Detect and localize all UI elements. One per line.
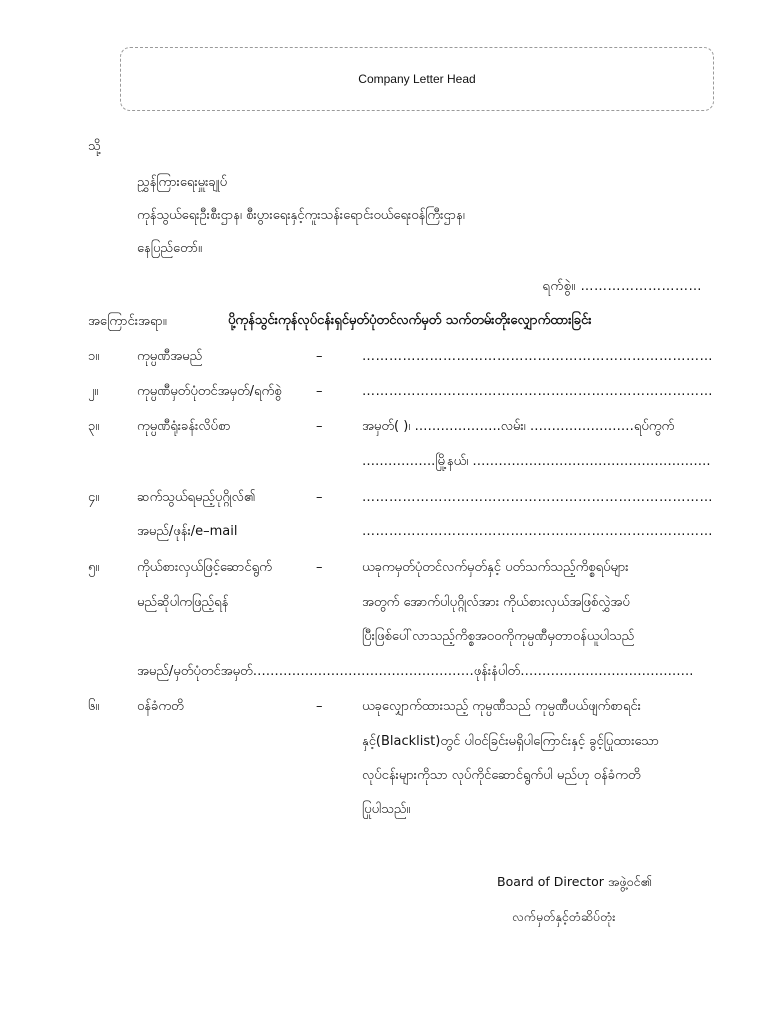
item-3-value-line2: ……………..မြို့နယ်၊ ………………………………………………. — [362, 454, 711, 469]
recipient-line3: နေပြည်တော်။ — [137, 241, 202, 256]
signature-line2: လက်မှတ်နှင့်တံဆိပ်တုံး — [512, 909, 616, 924]
item-5-label-line2: မည်ဆိုပါကဖြည့်ရန် — [137, 595, 229, 610]
subject-text: ပို့ကုန်သွင်းကုန်လုပ်ငန်းရှင်မှတ်ပုံတင်လက်မှတ် သက်တမ်းတိုးလျှောက်ထားခြင်း — [228, 313, 592, 328]
item-3-label: ကုမ္ပဏီရုံးခန်းလိပ်စာ — [137, 419, 231, 434]
item-1-label: ကုမ္ပဏီအမည် — [137, 349, 203, 364]
signature-line1: Board of Director အဖွဲ့ဝင်၏ — [497, 874, 652, 889]
item-5-value-line3: ပြီးဖြစ်ပေါ်လာသည့်ကိစ္စအဝဝကိုကုမ္ပဏီမှတာဝန်ယူပါသည် — [362, 629, 635, 644]
letterhead-text: Company Letter Head — [358, 72, 476, 86]
item-5-label: ကိုယ်စားလှယ်ဖြင့်ဆောင်ရွက် — [137, 560, 272, 575]
item-6-value-line2: နှင့်(Blacklist)တွင် ပါဝင်ခြင်းမရှိပါကြောင်းနှင့် ခွင့်ပြုထားသော — [362, 734, 660, 749]
item-5-value-line2: အတွက် အောက်ပါပုဂ္ဂိုလ်အား ကိုယ်စားလှယ်အဖြစ်လွှဲအပ် — [362, 595, 630, 610]
item-1-dash: – — [316, 349, 323, 364]
item-6-dash: – — [316, 699, 323, 714]
item-6-label: ဝန်ခံကတိ — [137, 699, 184, 714]
item-4-dash: – — [316, 490, 323, 505]
item-4-label: ဆက်သွယ်ရမည့်ပုဂ္ဂိုလ်၏ — [137, 490, 256, 505]
item-2-number: ၂။ — [88, 384, 99, 399]
item-5-number: ၅။ — [88, 560, 100, 575]
item-6-value-line4: ပြုပါသည်။ — [362, 802, 411, 817]
salutation-to: သို့ — [88, 139, 101, 154]
recipient-line2: ကုန်သွယ်ရေးဦးစီးဌာန၊ စီးပွားရေးနှင့်ကူးသန်းရောင်းဝယ်ရေးဝန်ကြီးဌာန၊ — [137, 208, 465, 223]
item-1-value: …………………………………………………………………… — [362, 349, 713, 364]
item-4-value-line2: …………………………………………………………………… — [362, 524, 713, 539]
recipient-line1: ညွှန်ကြားရေးမှူးချုပ် — [137, 175, 228, 190]
letterhead-box — [120, 47, 714, 111]
item-4-number: ၄။ — [88, 490, 100, 505]
date-line: ရက်စွဲ။ ……………………… — [542, 279, 702, 294]
item-5-value-line1: ယခုကမှတ်ပုံတင်လက်မှတ်နှင့် ပတ်သက်သည့်ကိစ္စရပ်များ — [362, 560, 629, 575]
item-6-value-line1: ယခုလျှောက်ထားသည့် ကုမ္ပဏီသည် ကုမ္ပဏီပယ်ဖျက်စာရင်း — [362, 699, 641, 714]
item-2-dash: – — [316, 384, 323, 399]
item-6-number: ၆။ — [88, 699, 100, 714]
item-4-label-line2: အမည်/ဖုန်း/e–mail — [137, 524, 238, 539]
item-1-number: ၁။ — [88, 349, 100, 364]
item-6-value-line3: လုပ်ငန်းများကိုသာ လုပ်ကိုင်ဆောင်ရွက်ပါ မည်ဟု ဝန်ခံကတိ — [362, 768, 641, 783]
item-5-dash: – — [316, 560, 323, 575]
item-2-value: …………………………………………………………………… — [362, 384, 713, 399]
item-3-dash: – — [316, 419, 323, 434]
item-3-number: ၃။ — [88, 419, 100, 434]
item-4-value-line1: …………………………………………………………………… — [362, 490, 713, 505]
item-2-label: ကုမ္ပဏီမှတ်ပုံတင်အမှတ်/ရက်စွဲ — [137, 384, 282, 399]
subject-label: အကြောင်းအရာ။ — [88, 314, 167, 329]
item-3-value-line1: အမှတ်( )၊ ………………..လမ်း၊ ……………………ရပ်ကွက် — [362, 419, 675, 434]
item-5-representative-line: အမည်/မှတ်ပုံတင်အမှတ်……………………………………………ဖုန်းနံပါတ်…………………………………. — [137, 664, 694, 679]
